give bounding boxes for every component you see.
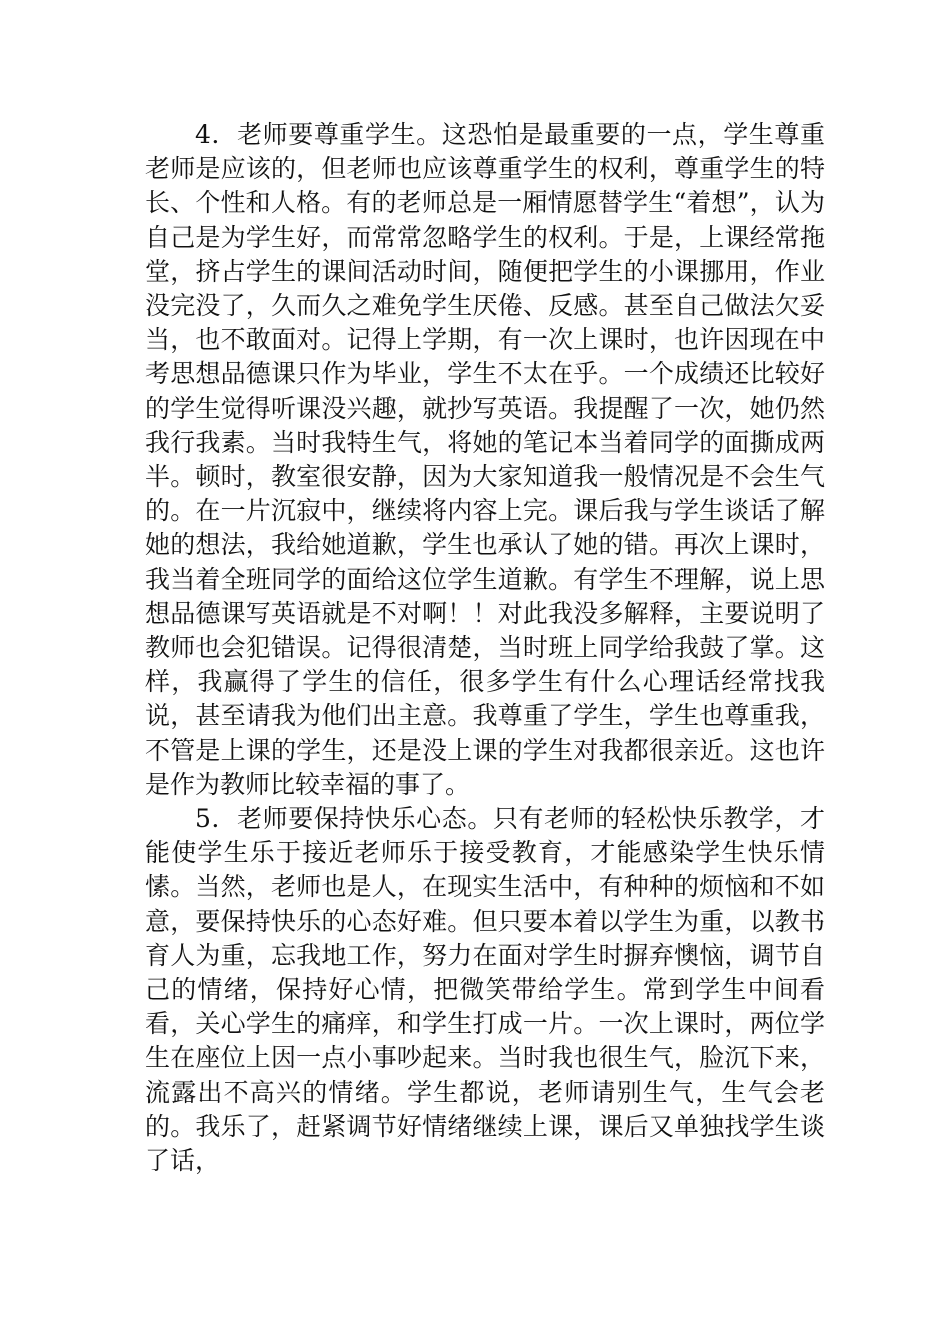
body-text bbox=[145, 118, 825, 1178]
paragraph-happy-mindset: 5．老师要保持快乐心态。只有老师的轻松快乐教学，才能使学生乐于接近老师乐于接受教育，才能感染学生快乐情愫。当然，老师也是人，在现实生活中，有种种的烦恼和不如意，要保持快乐的心态好难。但只要本着以学生为重，以教书育人为重，忘我地工作，努力在面对学生时摒弃懊恼，调节自己的情绪，保持好心情，把微笑带给学生。常到学生中间看看，关心学生的痛痒，和学生打成一片。一次上课时，两位学生在座位上因一点小事吵起来。当时我也很生气，脸沉下来，流露出不高兴的情绪。学生都说，老师请别生气，生气会老的。我乐了，赶紧调节好情绪继续上课，课后又单独找学生谈了话， bbox=[145, 804, 825, 1176]
paragraph-respect-students: 4．老师要尊重学生。这恐怕是最重要的一点，学生尊重老师是应该的，但老师也应该尊重学生的权利，尊重学生的特长、个性和人格。有的老师总是一厢情愿替学生“着想”，认为自己是为学生好，而常常忽略学生的权利。于是，上课经常拖堂，挤占学生的课间活动时间，随便把学生的小课挪用，作业没完没了，久而久之难免学生厌倦、反感。甚至自己做法欠妥当，也不敢面对。记得上学期，有一次上课时，也许因现在中考思想品德课只作为毕业，学生不太在乎。一个成绩还比较好的学生觉得听课没兴趣，就抄写英语。我提醒了一次，她仍然我行我素。当时我特生气，将她的笔记本当着同学的面撕成两半。顿时，教室很安静，因为大家知道我一般情况是不会生气的。在一片沉寂中，继续将内容上完。课后我与学生谈话了解她的想法，我给她道歉，学生也承认了她的错。再次上课时，我当着全班同学的面给这位学生道歉。有学生不理解，说上思想品德课写英语就是不对啊！！对此我没多解释，主要说明了教师也会犯错误。记得很清楚，当时班上同学给我鼓了掌。这样，我赢得了学生的信任，很多学生有什么心理话经常找我说，甚至请我为他们出主意。我尊重了学生，学生也尊重我，不管是上课的学生，还是没上课的学生对我都很亲近。这也许是作为教师比较幸福的事了。 bbox=[145, 120, 825, 799]
